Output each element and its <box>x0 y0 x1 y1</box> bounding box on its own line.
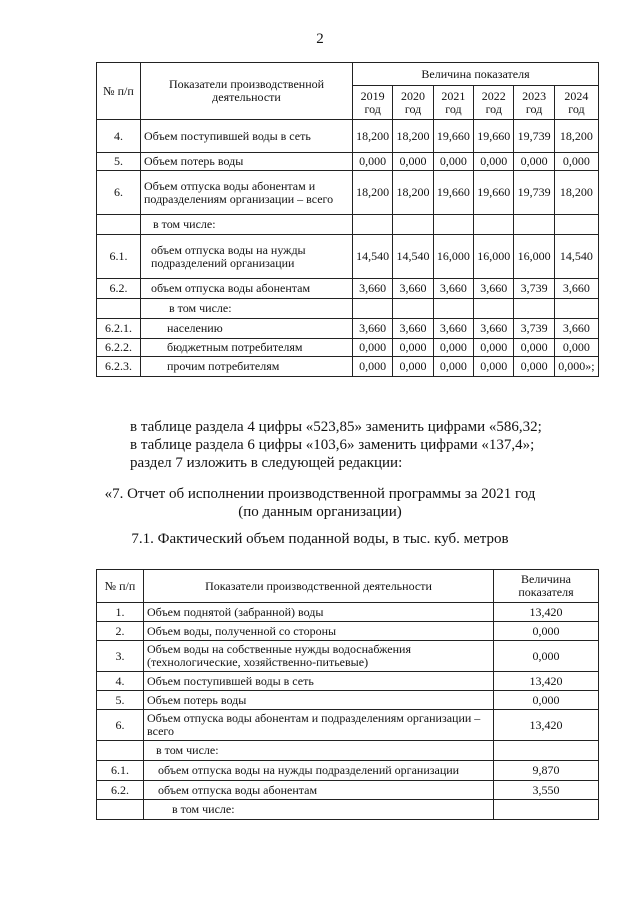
row-value: 0,000 <box>494 622 599 641</box>
table-row <box>97 672 599 691</box>
row-number: 6.2. <box>97 279 141 299</box>
row-value: 0,000 <box>514 357 554 377</box>
row-indicator-name: Объем воды, полученной со стороны <box>144 622 494 641</box>
row-number <box>97 741 144 761</box>
row-indicator-name: объем отпуска воды на нужды подразделений организации <box>141 235 353 279</box>
row-value: 14,540 <box>353 235 393 279</box>
row-number: 6.2.1. <box>97 319 141 339</box>
row-value: 0,000 <box>474 357 514 377</box>
row-value <box>433 299 473 319</box>
row-value <box>474 215 514 235</box>
row-number: 6. <box>97 710 144 741</box>
row-value: 3,660 <box>554 319 598 339</box>
column-header-year: 2022 год <box>474 86 514 120</box>
row-indicator-name: в том числе: <box>144 800 494 820</box>
row-number: 5. <box>97 153 141 171</box>
row-number: 4. <box>97 120 141 153</box>
table-header-row <box>97 63 599 86</box>
row-value: 0,000 <box>433 357 473 377</box>
actual-water-volume-table <box>96 569 599 820</box>
row-number: 4. <box>97 672 144 691</box>
column-header-number: № п/п <box>97 63 141 120</box>
row-number: 3. <box>97 641 144 672</box>
row-value: 0,000 <box>433 153 473 171</box>
column-header-value: Величина показателя <box>494 570 599 603</box>
table-row <box>97 171 599 215</box>
row-value: 18,200 <box>393 120 433 153</box>
table-row <box>97 319 599 339</box>
row-value: 18,200 <box>353 171 393 215</box>
row-value: 3,660 <box>353 279 393 299</box>
row-value: 3,660 <box>474 279 514 299</box>
table-header-row <box>97 570 599 603</box>
row-indicator-name: Объем потерь воды <box>141 153 353 171</box>
row-number <box>97 215 141 235</box>
row-value: 18,200 <box>393 171 433 215</box>
row-value: 19,660 <box>433 120 473 153</box>
row-number: 6. <box>97 171 141 215</box>
row-value <box>393 215 433 235</box>
row-value: 0,000 <box>393 339 433 357</box>
table-row <box>97 235 599 279</box>
row-value: 0,000 <box>433 339 473 357</box>
row-value: 0,000 <box>474 153 514 171</box>
row-indicator-name: населению <box>141 319 353 339</box>
row-value: 16,000 <box>514 235 554 279</box>
row-value: 3,660 <box>353 319 393 339</box>
row-value: 0,000 <box>393 357 433 377</box>
column-header-year: 2020 год <box>393 86 433 120</box>
row-indicator-name: бюджетным потребителям <box>141 339 353 357</box>
row-number: 5. <box>97 691 144 710</box>
row-number <box>97 299 141 319</box>
row-value <box>474 299 514 319</box>
row-indicator-name: Объем поднятой (забранной) воды <box>144 603 494 622</box>
row-number: 2. <box>97 622 144 641</box>
row-indicator-name: Объем поступившей воды в сеть <box>141 120 353 153</box>
row-indicator-name: Объем поступившей воды в сеть <box>144 672 494 691</box>
table-row <box>97 279 599 299</box>
row-value: 3,660 <box>393 279 433 299</box>
table-row <box>97 800 599 820</box>
row-indicator-name: объем отпуска воды абонентам <box>144 781 494 800</box>
row-number: 6.1. <box>97 761 144 781</box>
row-value: 3,660 <box>433 319 473 339</box>
row-indicator-name: Объем потерь воды <box>144 691 494 710</box>
row-value: 19,660 <box>474 120 514 153</box>
table-row <box>97 761 599 781</box>
row-value: 14,540 <box>393 235 433 279</box>
row-indicator-name: Объем отпуска воды абонентам и подразделениям организации – всего <box>144 710 494 741</box>
table-row <box>97 215 599 235</box>
section-title: «7. Отчет об исполнении производственной программы за 2021 год (по данным организации) <box>104 486 536 520</box>
column-header-number: № п/п <box>97 570 144 603</box>
row-value: 0,000»; <box>554 357 598 377</box>
row-number: 6.1. <box>97 235 141 279</box>
table-row <box>97 299 599 319</box>
row-value: 19,739 <box>514 171 554 215</box>
table-row <box>97 691 599 710</box>
row-value <box>393 299 433 319</box>
row-value: 3,739 <box>514 279 554 299</box>
row-value: 13,420 <box>494 603 599 622</box>
row-number: 1. <box>97 603 144 622</box>
row-indicator-name: в том числе: <box>141 299 353 319</box>
row-number: 6.2.3. <box>97 357 141 377</box>
column-header-year: 2021 год <box>433 86 473 120</box>
row-indicator-name: объем отпуска воды абонентам <box>141 279 353 299</box>
row-number: 6.2.2. <box>97 339 141 357</box>
column-header-indicators: Показатели производственной деятельности <box>144 570 494 603</box>
table-row <box>97 603 599 622</box>
row-value: 0,000 <box>554 153 598 171</box>
row-value: 3,660 <box>433 279 473 299</box>
row-indicator-name: в том числе: <box>141 215 353 235</box>
row-value <box>514 299 554 319</box>
row-value: 0,000 <box>554 339 598 357</box>
row-value <box>353 299 393 319</box>
row-value: 0,000 <box>393 153 433 171</box>
subsection-title: 7.1. Фактический объем поданной воды, в тыс. куб. метров <box>131 531 509 547</box>
row-indicator-name: Объем отпуска воды абонентам и подразделениям организации – всего <box>141 171 353 215</box>
table-row <box>97 120 599 153</box>
row-value: 0,000 <box>353 357 393 377</box>
table-row <box>97 710 599 741</box>
row-value <box>494 800 599 820</box>
row-value: 0,000 <box>514 339 554 357</box>
row-indicator-name: Объем воды на собственные нужды водоснабжения (технологические, хозяйственно-питьевые) <box>144 641 494 672</box>
column-header-year: 2024 год <box>554 86 598 120</box>
row-value: 3,660 <box>554 279 598 299</box>
row-value: 0,000 <box>353 339 393 357</box>
table-row <box>97 339 599 357</box>
table-row <box>97 357 599 377</box>
row-value <box>494 741 599 761</box>
row-value: 18,200 <box>353 120 393 153</box>
table-row <box>97 622 599 641</box>
page-number: 2 <box>316 31 324 47</box>
row-number: 6.2. <box>97 781 144 800</box>
row-value: 16,000 <box>433 235 473 279</box>
row-value: 0,000 <box>514 153 554 171</box>
amendment-paragraph: раздел 7 изложить в следующей редакции: <box>130 455 403 471</box>
row-value: 14,540 <box>554 235 598 279</box>
row-indicator-name: прочим потребителям <box>141 357 353 377</box>
row-value: 19,660 <box>433 171 473 215</box>
row-value: 19,660 <box>474 171 514 215</box>
row-value: 18,200 <box>554 171 598 215</box>
table-row <box>97 641 599 672</box>
row-value: 0,000 <box>353 153 393 171</box>
amendment-paragraph: в таблице раздела 4 цифры «523,85» заменить цифрами «586,32; <box>130 419 542 435</box>
column-header-indicators: Показатели производственной деятельности <box>141 63 353 120</box>
row-value <box>514 215 554 235</box>
row-indicator-name: в том числе: <box>144 741 494 761</box>
column-header-year: 2019 год <box>353 86 393 120</box>
row-value: 19,739 <box>514 120 554 153</box>
row-value: 13,420 <box>494 672 599 691</box>
row-value: 0,000 <box>474 339 514 357</box>
production-indicators-table <box>96 62 599 377</box>
row-value <box>433 215 473 235</box>
table-row <box>97 741 599 761</box>
row-number <box>97 800 144 820</box>
row-value: 0,000 <box>494 691 599 710</box>
row-indicator-name: объем отпуска воды на нужды подразделений организации <box>144 761 494 781</box>
row-value: 3,660 <box>393 319 433 339</box>
row-value: 18,200 <box>554 120 598 153</box>
row-value <box>353 215 393 235</box>
row-value <box>554 215 598 235</box>
row-value: 3,660 <box>474 319 514 339</box>
table-row <box>97 781 599 800</box>
row-value: 3,550 <box>494 781 599 800</box>
table-row <box>97 153 599 171</box>
column-header-values-group: Величина показателя <box>353 63 599 86</box>
row-value: 13,420 <box>494 710 599 741</box>
row-value: 16,000 <box>474 235 514 279</box>
row-value <box>554 299 598 319</box>
row-value: 3,739 <box>514 319 554 339</box>
row-value: 9,870 <box>494 761 599 781</box>
column-header-year: 2023 год <box>514 86 554 120</box>
row-value: 0,000 <box>494 641 599 672</box>
amendment-paragraph: в таблице раздела 6 цифры «103,6» заменить цифрами «137,4»; <box>130 437 535 453</box>
